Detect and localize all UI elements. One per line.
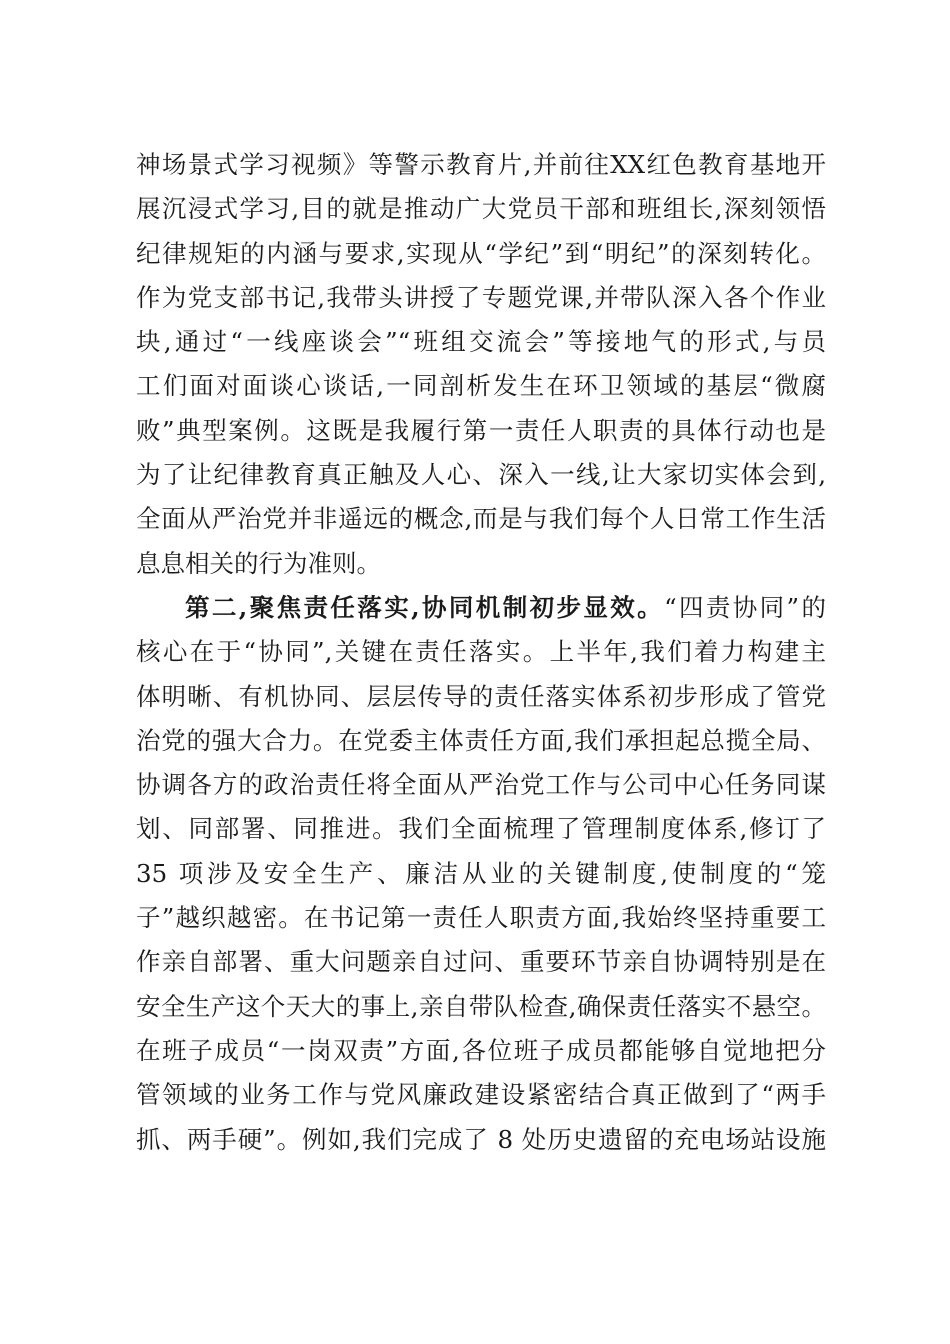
paragraph-line: 块,通过“一线座谈会”“班组交流会”等接地气的形式,与员: [136, 327, 826, 357]
paragraph-line: 协调各方的政治责任将全面从严治党工作与公司中心任务同谋: [136, 770, 826, 800]
paragraph-line: 核心在于“协同”,关键在责任落实。上半年,我们着力构建主: [136, 637, 826, 667]
paragraph-2-first-line: [136, 586, 826, 630]
paragraph-line: 抓、两手硬”。例如,我们完成了 8 处历史遗留的充电场站设施: [136, 1124, 826, 1154]
paragraph-line: 子”越织越密。在书记第一责任人职责方面,我始终坚持重要工: [136, 903, 826, 933]
paragraph-line: 为了让纪律教育真正触及人心、深入一线,让大家切实体会到,: [136, 460, 826, 490]
paragraph-line: 工们面对面谈心谈话,一同剖析发生在环卫领域的基层“微腐: [136, 371, 826, 401]
paragraph-line: 纪律规矩的内涵与要求,实现从“学纪”到“明纪”的深刻转化。: [136, 238, 826, 268]
section-heading: 第二,聚焦责任落实,协同机制初步显效。: [185, 592, 665, 622]
paragraph-line: 作为党支部书记,我带头讲授了专题党课,并带队深入各个作业: [136, 282, 826, 312]
paragraph-line: 在班子成员“一岗双责”方面,各位班子成员都能够自觉地把分: [136, 1035, 826, 1065]
paragraph-line: 作亲自部署、重大问题亲自过问、重要环节亲自协调特别是在: [136, 947, 826, 977]
paragraph-line: 全面从严治党并非遥远的概念,而是与我们每个人日常工作生活: [136, 504, 826, 534]
paragraph-line: 治党的强大合力。在党委主体责任方面,我们承担起总揽全局、: [136, 725, 826, 755]
paragraph-text: “四责协同”的: [664, 592, 826, 622]
paragraph-line: 败”典型案例。这既是我履行第一责任人职责的具体行动也是: [136, 415, 826, 445]
document-body: [136, 143, 826, 1162]
paragraph-line: 神场景式学习视频》等警示教育片,并前往XX红色教育基地开: [136, 150, 826, 179]
paragraph-line: 息息相关的行为准则。: [136, 548, 381, 578]
paragraph-line: 35 项涉及安全生产、廉洁从业的关键制度,使制度的“笼: [136, 858, 826, 888]
paragraph-line: 安全生产这个天大的事上,亲自带队检查,确保责任落实不悬空。: [136, 991, 826, 1021]
paragraph-line: 体明晰、有机协同、层层传导的责任落实体系初步形成了管党: [136, 681, 826, 711]
paragraph-line: 划、同部署、同推进。我们全面梳理了管理制度体系,修订了: [136, 814, 826, 844]
paragraph-line: 管领域的业务工作与党风廉政建设紧密结合真正做到了“两手: [136, 1080, 826, 1110]
paragraph-line: 展沉浸式学习,目的就是推动广大党员干部和班组长,深刻领悟: [136, 194, 826, 224]
